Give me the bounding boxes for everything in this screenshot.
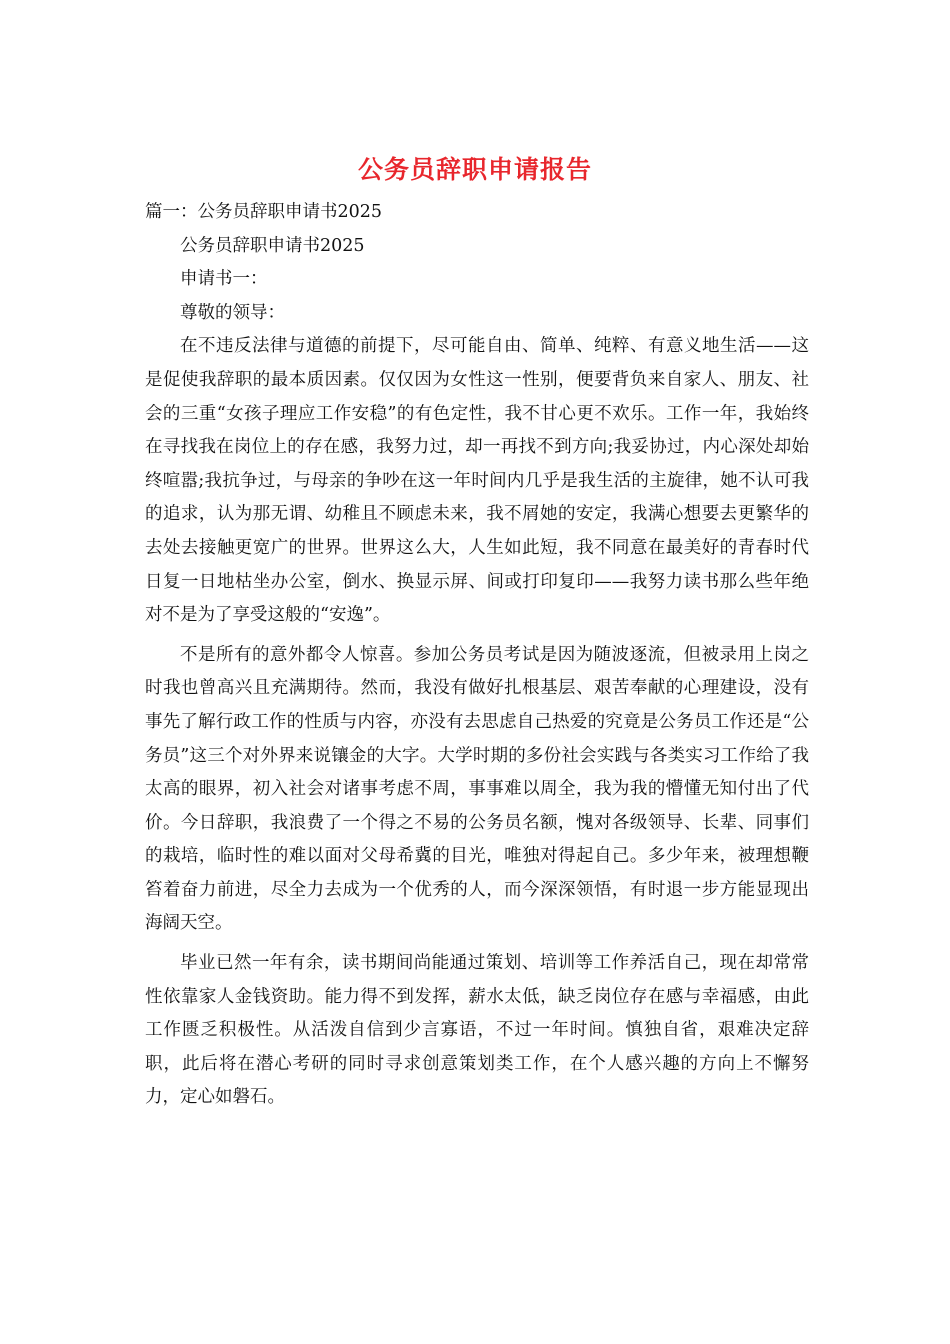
body-paragraph-2: 不是所有的意外都令人惊喜。参加公务员考试是因为随波逐流，但被录用上岗之时我也曾高兴且充满期待。然而，我没有做好扎根基层、艰苦奉献的心理建设，没有事先了解行政工作的性质与内容，亦没有去思虑自己热爱的究竟是公务员工作还是“公务员”这三个对外界来说镶金的大字。大学时期的多份社会实践与各类实习工作给了我太高的眼界，初入社会对诸事考虑不周，事事难以周全，我为我的懵懂无知付出了代价。今日辞职，我浪费了一个得之不易的公务员名额，愧对各级领导、长辈、同事们的栽培，临时性的难以面对父母希冀的目光，唯独对得起自己。多少年来，被理想鞭笞着奋力前进，尽全力去成为一个优秀的人，而今深深领悟，有时退一步方能显现出海阔天空。 <box>145 644 809 934</box>
body-paragraph-1: 在不违反法律与道德的前提下，尽可能自由、简单、纯粹、有意义地生活——这是促使我辞职的最本质因素。仅仅因为女性这一性别，便要背负来自家人、朋友、社会的三重“女孩子理应工作安稳”的有色定性，我不甘心更不欢乐。工作一年，我始终在寻找我在岗位上的存在感，我努力过，却一再找不到方向;我妥协过，内心深处却始终喧嚣;我抗争过，与母亲的争吵在这一年时间内几乎是我生活的主旋律，她不认可我的追求，认为那无谓、幼稚且不顾虑未来，我不屑她的安定，我满心想要去更繁华的去处去接触更宽广的世界。世界这么大，人生如此短，我不同意在最美好的青春时代日复一日地枯坐办公室，倒水、换显示屏、间或打印复印——我努力读书那么些年绝对不是为了享受这般的“安逸”。 <box>145 336 809 626</box>
document-body <box>145 196 809 1121</box>
heading-line: 篇一：公务员辞职申请书2025 <box>145 202 383 222</box>
subheading-line: 公务员辞职申请书2025 <box>180 235 365 256</box>
document-title: 公务员辞职申请报告 <box>357 155 592 184</box>
letter-label: 申请书一： <box>180 269 268 290</box>
salutation: 尊敬的领导： <box>180 302 285 323</box>
body-paragraph-3: 毕业已然一年有余，读书期间尚能通过策划、培训等工作养活自己，现在却常常性依靠家人金钱资助。能力得不到发挥，薪水太低，缺乏岗位存在感与幸福感，由此工作匮乏积极性。从活泼自信到少言寡语，不过一年时间。慎独自省，艰难决定辞职，此后将在潜心考研的同时寻求创意策划类工作，在个人感兴趣的方向上不懈努力，定心如磐石。 <box>145 953 809 1108</box>
